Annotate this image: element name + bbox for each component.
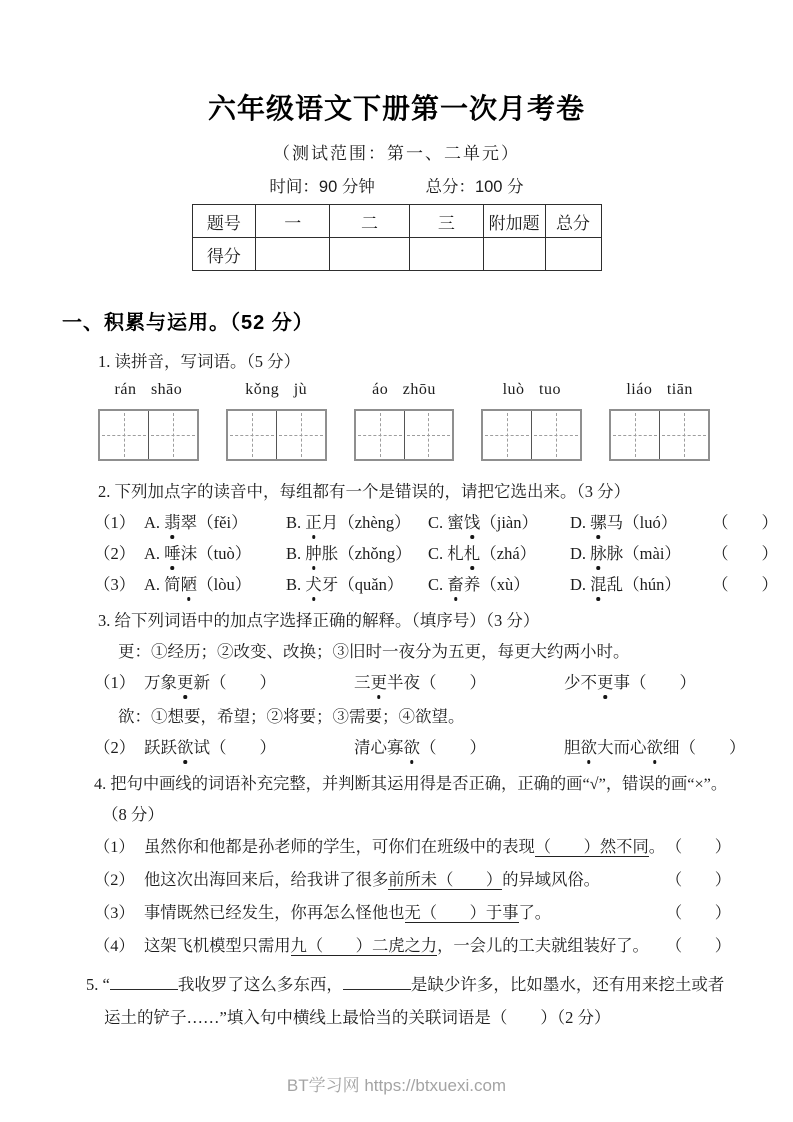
pinyin-label: rán shāo [114, 381, 183, 398]
definition-yu: 欲：①想要，希望；②将要；③需要；④欲望。 [118, 707, 465, 726]
option-b: B. 肿胀（zhǒng） [286, 544, 412, 563]
option-b: B. 正月（zhèng） [286, 513, 411, 532]
dotted-char: 犬 [305, 575, 322, 594]
row-number: （4） [94, 936, 135, 955]
q3-row-2 [94, 737, 746, 759]
score-blank-cell [409, 238, 483, 271]
dotted-char: 唾 [164, 544, 181, 563]
answer-parens: （ ） [712, 575, 778, 594]
row-number: （3） [94, 575, 136, 594]
dotted-char: 更 [177, 673, 194, 692]
score-header-cell: 题号 [192, 205, 256, 238]
answer-parens: （ ） [665, 936, 731, 955]
phrase: 三更半夜（ ） [354, 673, 486, 692]
score-blank-cell [330, 238, 410, 271]
dotted-char: 骡 [590, 513, 607, 532]
underlined-blank: 无（ ）于事 [404, 903, 519, 922]
underlined-blank: 九（ ）二虎之力 [290, 936, 438, 955]
pinyin-label: luò tuo [502, 381, 561, 398]
option-c: C. 蜜饯（jiàn） [428, 513, 539, 532]
dotted-char: 欲 [580, 738, 597, 757]
dotted-char: 欲 [403, 738, 420, 757]
question-1-text: 1. 读拼音，写词语。（5 分） [98, 352, 301, 371]
row-number: （1） [94, 673, 136, 692]
writing-grid [354, 409, 455, 461]
phrase: 少不更事（ ） [564, 673, 696, 692]
answer-parens: （ ） [665, 837, 731, 856]
grid-cell [100, 411, 148, 459]
underlined-blank: 前所未（ ） [388, 870, 503, 889]
blank-line [343, 989, 411, 990]
q2-row-1 [94, 512, 778, 534]
row-number: （3） [94, 903, 135, 922]
score-header-cell: 三 [409, 205, 483, 238]
grid-cell [531, 411, 580, 459]
exam-time: 时间：90 分钟 [269, 178, 375, 196]
answer-parens: （ ） [712, 544, 778, 563]
q4-item-3 [94, 901, 731, 925]
writing-grid [98, 409, 199, 461]
score-header-cell: 二 [330, 205, 410, 238]
option-a: A. 简陋（lòu） [144, 575, 252, 594]
answer-parens: （ ） [665, 870, 731, 889]
dotted-char: 畜 [447, 575, 464, 594]
pinyin-row [98, 381, 710, 399]
dotted-char: 翡 [164, 513, 181, 532]
grid-cell [228, 411, 276, 459]
answer-parens: （ ） [665, 903, 731, 922]
definition-geng: 更：①经历；②改变、改换；③旧时一夜分为五更，每更大约两小时。 [118, 642, 630, 661]
pinyin-label: liáo tiān [626, 381, 693, 398]
exam-scope: （测试范围：第一、二单元） [273, 144, 520, 163]
grid-cell [276, 411, 325, 459]
writing-grid [226, 409, 327, 461]
row-number: （2） [94, 544, 136, 563]
blank-line [110, 989, 178, 990]
question-4-text-line2: （8 分） [102, 805, 164, 824]
question-5-line1: 5. “ 我收罗了这么多东西， 是缺少许多，比如墨水，还有用来挖土或者 [86, 975, 725, 994]
option-d: D. 混乱（hún） [570, 575, 681, 594]
q4-item-2 [94, 868, 731, 892]
option-a: A. 翡翠（fěi） [144, 513, 248, 532]
grid-cell [404, 411, 453, 459]
sentence: 虽然你和他都是孙老师的学生，可你们在班级中的表现（ ）然不同。 [144, 837, 666, 856]
dotted-char: 欲 [646, 738, 663, 757]
score-table-header-row [192, 205, 601, 238]
sentence: 他这次出海回来后，给我讲了很多前所未（ ）的异域风俗。 [144, 870, 600, 889]
row-number: 5. [86, 975, 99, 994]
exam-meta [62, 177, 731, 198]
row-number: （2） [94, 870, 135, 889]
score-table [192, 204, 602, 271]
phrase: 万象更新（ ） [144, 673, 276, 692]
question-5-line2: 运土的铲子……”填入句中横线上最恰当的关联词语是（ ）（2 分） [104, 1008, 611, 1027]
dotted-char: 欲 [177, 738, 194, 757]
option-d: D. 骡马（luó） [570, 513, 678, 532]
dotted-char: 脉 [590, 544, 607, 563]
score-blank-cell [545, 238, 601, 271]
score-header-cell: 附加题 [483, 205, 545, 238]
dotted-char: 混 [590, 575, 607, 594]
question-2-text: 2. 下列加点字的读音中，每组都有一个是错误的，请把它选出来。（3 分） [98, 482, 631, 501]
pinyin-label: kǒng jù [245, 381, 308, 398]
sentence: 这架飞机模型只需用九（ ）二虎之力，一会儿的工夫就组装好了。 [144, 936, 649, 955]
row-number: （2） [94, 738, 136, 757]
grid-cell [659, 411, 708, 459]
page-title: 六年级语文下册第一次月考卷 [207, 93, 585, 124]
score-header-cell: 总分 [545, 205, 601, 238]
question-3-text: 3. 给下列词语中的加点字选择正确的解释。（填序号）（3 分） [98, 611, 540, 630]
row-number: （1） [94, 837, 135, 856]
dotted-char: 陋 [180, 575, 198, 594]
option-d: D. 脉脉（mài） [570, 544, 681, 563]
dotted-char: 肿 [305, 544, 322, 563]
q3-row-1 [94, 672, 731, 694]
grid-cell [148, 411, 197, 459]
grid-cell [483, 411, 531, 459]
q2-row-3 [94, 574, 778, 596]
dotted-char: 更 [370, 673, 387, 692]
grid-cell [356, 411, 404, 459]
dotted-char: 更 [597, 673, 614, 692]
option-a: A. 唾沫（tuò） [144, 544, 252, 563]
dotted-char: 札 [463, 544, 481, 563]
writing-grid [609, 409, 710, 461]
writing-grid-row [98, 409, 710, 461]
phrase: 胆欲大而心欲细（ ） [564, 738, 746, 757]
sentence: 事情既然已经发生，你再怎么怪他也无（ ）于事了。 [144, 903, 552, 922]
exam-total-score: 总分：100 分 [425, 178, 524, 196]
question-4-text-line1: 4. 把句中画线的词语补充完整，并判断其运用得是否正确，正确的画“√”，错误的画“×”。 [94, 774, 728, 793]
score-header-cell: 一 [256, 205, 330, 238]
row-number: （1） [94, 513, 136, 532]
writing-grid [481, 409, 582, 461]
pinyin-label: áo zhōu [372, 381, 436, 398]
score-blank-cell [256, 238, 330, 271]
option-b: B. 犬牙（quǎn） [286, 575, 404, 594]
dotted-char: 正 [305, 513, 322, 532]
answer-parens: （ ） [712, 513, 778, 532]
dotted-char: 饯 [463, 513, 481, 532]
phrase: 跃跃欲试（ ） [144, 738, 276, 757]
q4-item-4 [94, 934, 731, 958]
option-c: C. 札札（zhá） [428, 544, 537, 563]
grid-cell [611, 411, 659, 459]
score-table-score-row [192, 238, 601, 271]
section-1-heading: 一、积累与运用。（52 分） [62, 312, 314, 334]
footer-watermark: BT学习网 https://btxuexi.com [286, 1076, 507, 1095]
score-row-label: 得分 [192, 238, 256, 271]
q2-row-2 [94, 543, 778, 565]
phrase: 清心寡欲（ ） [354, 738, 486, 757]
score-blank-cell [483, 238, 545, 271]
option-c: C. 畜养（xù） [428, 575, 530, 594]
q4-item-1 [94, 835, 731, 859]
underlined-blank: （ ）然不同 [534, 837, 649, 856]
